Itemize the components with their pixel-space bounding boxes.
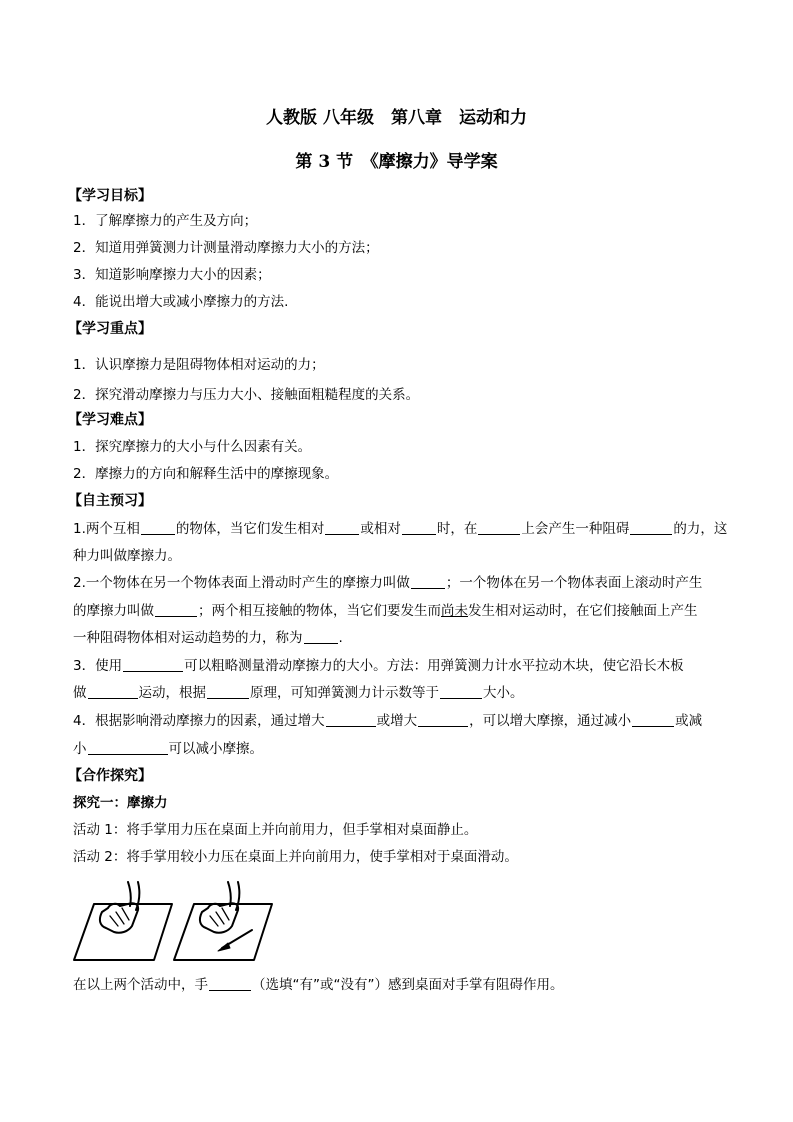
underlined-text: 尚未 bbox=[441, 603, 468, 619]
objective-item: 1．了解摩擦力的产生及方向； bbox=[73, 213, 258, 229]
fill-blank[interactable] bbox=[325, 520, 359, 535]
difficulties-heading: 【学习难点】 bbox=[68, 412, 152, 428]
fill-blank[interactable] bbox=[326, 712, 376, 727]
cooperative-heading: 【合作探究】 bbox=[68, 768, 152, 784]
text: 在以上两个活动中，手 bbox=[73, 977, 208, 993]
fill-blank[interactable] bbox=[155, 602, 197, 617]
text: 可以粗略测量滑动摩擦力的大小。方法：用弹簧测力计水平拉动木块，使它沿长木板 bbox=[184, 658, 684, 674]
preview-question-4-cont bbox=[73, 740, 263, 758]
difficulty-item: 1．探究摩擦力的大小与什么因素有关。 bbox=[73, 439, 312, 455]
text: 做 bbox=[73, 685, 87, 701]
key-point-item: 1．认识摩擦力是阻碍物体相对运动的力； bbox=[73, 357, 325, 373]
fill-blank[interactable] bbox=[304, 629, 338, 644]
difficulty-item: 2．摩擦力的方向和解释生活中的摩擦现象。 bbox=[73, 466, 339, 482]
text: 4．根据影响滑动摩擦力的因素，通过增大 bbox=[73, 713, 325, 729]
activity-1: 活动 1：将手掌用力压在桌面上并向前用力，但手掌相对桌面静止。 bbox=[73, 822, 478, 838]
text: 原理，可知弹簧测力计示数等于 bbox=[250, 685, 439, 701]
text: 或减 bbox=[675, 713, 703, 729]
preview-heading: 【自主预习】 bbox=[68, 493, 152, 509]
text: 2.一个物体在另一个物体表面上滑动时产生的摩擦力叫做 bbox=[73, 575, 410, 591]
fill-blank[interactable] bbox=[478, 520, 520, 535]
text: 小 bbox=[73, 741, 87, 757]
text: 上会产生一种阻碍 bbox=[521, 521, 630, 537]
text: 的力，这 bbox=[673, 521, 728, 537]
document-title: 人教版 八年级 第八章 运动和力 bbox=[266, 108, 527, 128]
text: 可以减小摩擦。 bbox=[168, 741, 263, 757]
hand-on-table-illustration bbox=[72, 880, 282, 962]
objectives-heading: 【学习目标】 bbox=[68, 188, 152, 204]
fill-blank[interactable] bbox=[402, 520, 436, 535]
text: 的摩擦力叫做 bbox=[73, 603, 154, 619]
text: 大小。 bbox=[483, 685, 524, 701]
hand-icon bbox=[200, 903, 238, 933]
preview-question-2-end bbox=[73, 629, 343, 647]
objective-item: 2．知道用弹簧测力计测量滑动摩擦力大小的方法； bbox=[73, 240, 379, 256]
text: ；两个相互接触的物体，当它们要发生而 bbox=[198, 603, 441, 619]
preview-question-1 bbox=[73, 520, 727, 538]
arm-line bbox=[136, 882, 139, 910]
text: 运动，根据 bbox=[138, 685, 206, 701]
preview-question-3-cont bbox=[73, 684, 524, 702]
activity-2: 活动 2：将手掌用较小力压在桌面上并向前用力，使手掌相对于桌面滑动。 bbox=[73, 849, 518, 865]
fill-blank[interactable] bbox=[632, 712, 674, 727]
text: 或增大 bbox=[376, 713, 418, 729]
preview-question-2-cont bbox=[73, 602, 698, 620]
arm-line bbox=[128, 882, 131, 906]
fill-blank[interactable] bbox=[207, 684, 249, 699]
text: 1.两个互相 bbox=[73, 521, 140, 537]
section-title: 第 3 节 《摩擦力》导学案 bbox=[295, 152, 498, 172]
preview-question-2 bbox=[73, 574, 702, 592]
exploration-subheading: 探究一：摩擦力 bbox=[73, 795, 168, 811]
fill-blank[interactable] bbox=[440, 684, 482, 699]
fill-blank[interactable] bbox=[123, 657, 183, 672]
text: ，可以增大摩擦，通过减小 bbox=[469, 713, 632, 729]
key-points-heading: 【学习重点】 bbox=[68, 321, 152, 337]
cooperative-question bbox=[73, 976, 563, 994]
fill-blank[interactable] bbox=[411, 574, 445, 589]
text: . bbox=[338, 630, 343, 646]
key-point-item: 2．探究滑动摩擦力与压力大小、接触面粗糙程度的关系。 bbox=[73, 387, 420, 403]
hand-icon bbox=[100, 903, 138, 933]
arm-line bbox=[236, 882, 239, 910]
objective-item: 4．能说出增大或减小摩擦力的方法. bbox=[73, 294, 289, 310]
arm-line bbox=[228, 882, 231, 906]
objective-item: 3．知道影响摩擦力大小的因素； bbox=[73, 267, 271, 283]
text: 发生相对运动时，在它们接触面上产生 bbox=[468, 603, 698, 619]
fill-blank[interactable] bbox=[418, 712, 468, 727]
text: 或相对 bbox=[360, 521, 401, 537]
fill-blank[interactable] bbox=[630, 520, 672, 535]
text: ；一个物体在另一个物体表面上滚动时产生 bbox=[445, 575, 703, 591]
fill-blank[interactable] bbox=[141, 520, 175, 535]
text: 3．使用 bbox=[73, 658, 123, 674]
text: 的物体，当它们发生相对 bbox=[175, 521, 325, 537]
text: 一种阻碍物体相对运动趋势的力，称为 bbox=[73, 630, 303, 646]
preview-question-3 bbox=[73, 657, 684, 675]
fill-blank[interactable] bbox=[209, 976, 251, 991]
text: （选填“有”或“没有”）感到桌面对手掌有阻碍作用。 bbox=[252, 977, 564, 993]
preview-question-4 bbox=[73, 712, 702, 730]
text: 时，在 bbox=[436, 521, 478, 537]
preview-question-1-cont: 种力叫做摩擦力。 bbox=[73, 548, 181, 564]
fill-blank[interactable] bbox=[88, 740, 168, 755]
fill-blank[interactable] bbox=[88, 684, 138, 699]
